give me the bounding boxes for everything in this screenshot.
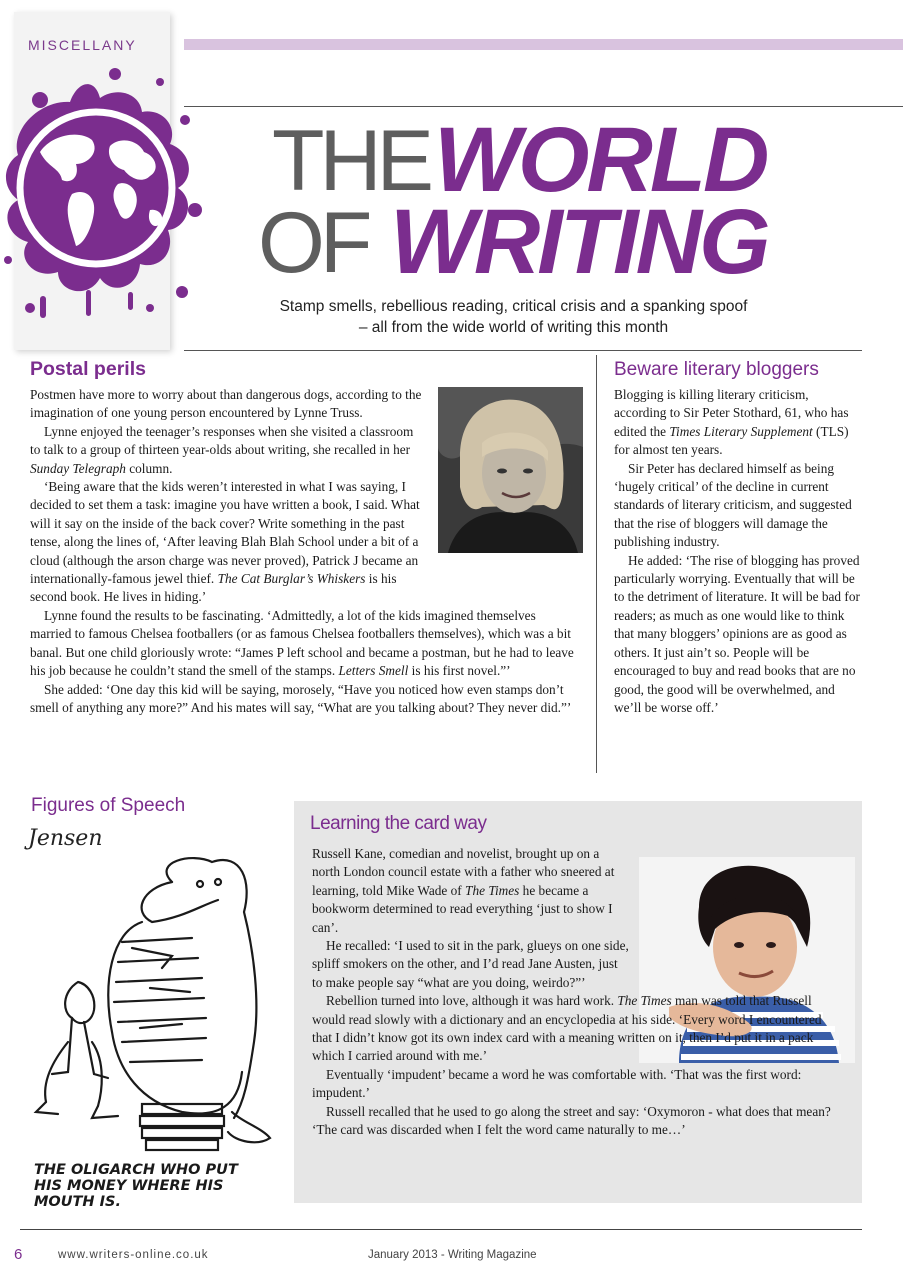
- book-title: Letters Smell: [338, 663, 409, 679]
- paragraph: He recalled: ‘I used to sit in the park, glueys on one side, spliff smokers on the other, and I’d read Jane Austen, just to make people say “what are you doing, weirdo?”’: [312, 938, 629, 990]
- standfirst-line: – all from the wide world of writing this month: [358, 319, 669, 336]
- column-divider: [596, 355, 597, 773]
- paragraph: He added: ‘The rise of blogging has proved particularly worrying. Eventually that will be to the detriment of literature. It will be bad for readers; as much as one would like to think that many bloggers’ opinions are as good as others. It just ain’t so. People will be encouraged to buy and read books that are no good, the good will be overwhelmed, and we’ll be worse off.’: [614, 552, 860, 715]
- text-run: Rebellion turned into love, although it was hard work.: [326, 993, 618, 1009]
- text-run: column.: [125, 460, 173, 476]
- publication-title: The Times: [617, 993, 672, 1009]
- paragraph: [30, 423, 422, 478]
- text-run: man was told that Russell would read slowly with a dictionary and an encyclopedia at his side. ‘Every word I encountered that I didn’t know got its own index card with a meaning written on it, then I’d put it in a pack which I carried around with me.’: [312, 993, 822, 1064]
- header-bottom-rule: [184, 350, 862, 351]
- standfirst-line: Stamp smells, rebellious reading, critical crisis and a spanking spoof: [279, 298, 748, 315]
- section-label: MISCELLANY: [28, 37, 137, 53]
- book-title: The Cat Burglar’s Whiskers: [217, 571, 366, 587]
- text-run: is his second book. He lives in hiding.’: [30, 571, 397, 605]
- bloggers-headline: Beware literary bloggers: [614, 359, 819, 380]
- page-number: 6: [14, 1246, 23, 1263]
- bloggers-body: [614, 386, 862, 717]
- text-run: Lynne found the results to be fascinating. ‘Admittedly, a lot of the kids imagined themselves married to famous Chelsea footballers (or as famous Chelsea footballers themselves), which was a bit banal. But one child gloriously wrote: “James P left school and became a postman, but he had to leave his job because he couldn’t stand the smell of the stamps.: [30, 607, 574, 679]
- text-run: Russell Kane, comedian and novelist, brought up on a north London council estate with a father who sneered at learning, told Mike Wade of: [312, 846, 615, 898]
- paint-splat-globe-icon: [0, 60, 205, 325]
- paragraph: She added: ‘One day this kid will be saying, morosely, “Have you noticed how even stamps don’t smell of anything any more?” And his mates will say, “What are you talking about? They never did.”’: [30, 681, 572, 715]
- postal-perils-body: [30, 386, 578, 717]
- publication-title: Times Literary Supplement: [669, 423, 813, 439]
- paragraph: [312, 992, 844, 1066]
- publication-title: Sunday Telegraph: [30, 460, 126, 476]
- text-run: ‘Being aware that the kids weren’t interested in what I was saying, I decided to set them a task: imagine you have written a book, I said. What will it say on the inside of the back cover? Write something in the past tense, along the lines of, ‘After leaving Blah Blah School under a bit of a cloud (although the arson charge was never proved), Patrick J became an internationally-famous jewel thief.: [30, 479, 420, 587]
- paragraph: [312, 845, 630, 937]
- footer-url[interactable]: www.writers-online.co.uk: [58, 1249, 209, 1261]
- paragraph: [614, 386, 862, 460]
- cartoon-caption-line: THE OLIGARCH WHO PUT: [34, 1162, 238, 1178]
- top-rule: [184, 106, 903, 107]
- paragraph: Sir Peter has declared himself as being ‘hugely critical’ of the decline in current standards of literary criticism, and suggested that the rise of bloggers will damage the publishing industry.: [614, 460, 852, 550]
- footer-rule: [20, 1229, 862, 1230]
- card-way-headline: Learning the card way: [310, 813, 487, 834]
- title-world: WORLD: [434, 109, 767, 211]
- card-way-body: [312, 845, 844, 1140]
- cartoon-caption-line: MOUTH IS.: [34, 1194, 121, 1210]
- paragraph: [30, 478, 422, 607]
- postal-perils-headline: Postal perils: [30, 358, 146, 380]
- footer-issue: January 2013 - Writing Magazine: [368, 1249, 537, 1261]
- cartoon-caption: [34, 1162, 238, 1210]
- cartoon-caption-line: HIS MONEY WHERE HIS: [34, 1178, 224, 1194]
- title-the: THE: [272, 113, 429, 209]
- paragraph: Russell recalled that he used to go along the street and say: ‘Oxymoron - what does that mean? ‘The card was discarded when I felt the word came naturally to me…’: [312, 1103, 831, 1138]
- text-run: Lynne enjoyed the teenager’s responses when she visited a classroom to talk to a group of thirteen year-olds about writing, she recalled in her: [30, 423, 414, 458]
- publication-title: The Times: [465, 882, 520, 898]
- paragraph: Postmen have more to worry about than dangerous dogs, according to the imagination of one young person encountered by Lynne Truss.: [30, 387, 422, 421]
- title-writing: WRITING: [390, 191, 768, 293]
- standfirst: [236, 296, 791, 338]
- cartoon-signature: Jensen: [28, 826, 103, 851]
- paragraph: [30, 607, 578, 681]
- title-of: OF: [258, 195, 368, 291]
- cartoon-drawing: [22, 842, 284, 1160]
- cartoon: [22, 822, 284, 1220]
- text-run: (TLS) for almost ten years.: [614, 423, 849, 458]
- text-run: Blogging is killing literary criticism, according to Sir Peter Stothard, 61, who has edited the: [614, 387, 849, 439]
- paragraph: Eventually ‘impudent’ became a word he was comfortable with. ‘That was the first word: impudent.’: [312, 1066, 802, 1101]
- header-bar: [184, 39, 903, 50]
- text-run: is his first novel.”’: [408, 663, 511, 679]
- text-run: he became a bookworm determined to read everything ‘just to show I can’.: [312, 882, 613, 935]
- figures-of-speech-headline: Figures of Speech: [31, 795, 186, 816]
